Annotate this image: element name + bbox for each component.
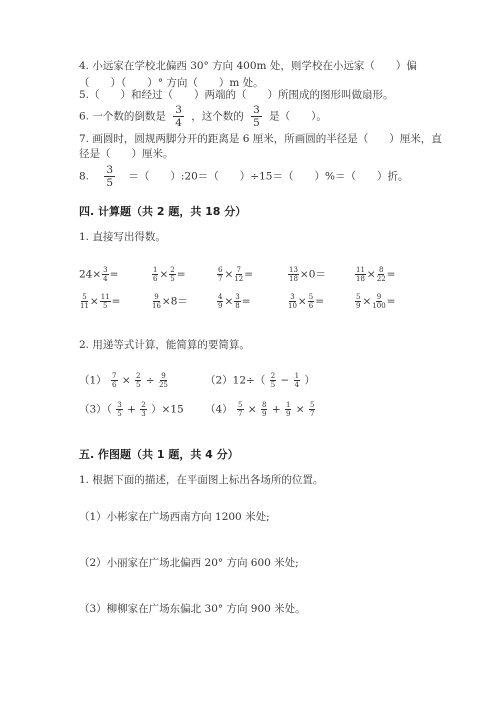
fraction-denominator: 7 <box>218 275 223 283</box>
fraction-9-25 <box>159 372 168 389</box>
close-paren: ） <box>304 374 315 387</box>
expression-3-label: （3）（ <box>79 403 112 416</box>
fraction-denominator: 100 <box>372 302 386 310</box>
question-8 <box>79 164 408 189</box>
question-7-line-2: 径是（ ）厘米。 <box>79 148 174 160</box>
fraction-1-4 <box>294 372 300 389</box>
section-5-heading: 五. 作图题（共 1 题，共 4 分） <box>79 448 239 461</box>
calc-operator: × <box>366 268 376 281</box>
fraction-denominator: 5 <box>170 275 175 283</box>
equals-sign: = <box>111 295 121 308</box>
fraction-numerator: 13 <box>289 266 298 274</box>
question-6-prefix: 6. 一个数的倒数是 <box>79 110 166 123</box>
calc-operator: ×0＝ <box>299 268 326 281</box>
equals-sign: = <box>386 295 396 308</box>
fraction-denominator: 4 <box>175 117 182 129</box>
fraction-denominator: 10 <box>288 302 297 310</box>
fraction-denominator: 18 <box>356 275 365 283</box>
fraction-denominator: 9 <box>356 302 361 310</box>
fraction-numerator: 9 <box>154 293 159 301</box>
expression-3 <box>79 401 184 418</box>
fraction-denominator: 7 <box>309 410 315 418</box>
direct-calc-item <box>79 266 118 283</box>
fraction-denominator: 11 <box>80 302 89 310</box>
fraction-2-3 <box>140 401 146 418</box>
fraction <box>152 293 161 310</box>
fraction-numerator: 6 <box>218 266 223 274</box>
direct-calc-item <box>216 293 251 310</box>
fraction-numerator: 7 <box>236 266 241 274</box>
fraction-denominator: 9 <box>218 302 223 310</box>
fraction-denominator: 6 <box>308 302 314 310</box>
fraction-numerator: 8 <box>262 401 267 409</box>
section-4-heading: 四. 计算题（共 2 题，共 18 分） <box>79 205 247 218</box>
fraction-numerator: 1 <box>153 266 158 274</box>
calc-operator: × <box>224 295 234 308</box>
fraction-numerator: 8 <box>378 266 384 274</box>
question-8-suffix: ＝（ ）:20＝（ ）÷15＝（ ）%＝（ ）折。 <box>128 170 409 183</box>
fraction-numerator: 5 <box>309 401 315 409</box>
fraction-8-9 <box>261 401 267 418</box>
fraction <box>217 293 223 310</box>
calc-operator: × <box>362 295 372 308</box>
direct-calc-item <box>354 266 395 283</box>
minus-operator: − <box>280 374 290 387</box>
times-operator: × <box>121 374 131 387</box>
direct-calc-item <box>151 293 188 310</box>
fraction <box>102 266 108 283</box>
question-7-line-1: 7. 画圆时，圆规两脚分开的距离是 6 厘米，所画圆的半径是（ ）厘米，直 <box>79 133 442 145</box>
fraction-denominator: 5 <box>117 410 122 418</box>
fraction-numerator: 1 <box>294 372 300 380</box>
fraction-numerator: 2 <box>270 372 276 380</box>
expression-4-label: （4） <box>205 403 233 416</box>
fraction-7-6 <box>111 372 117 389</box>
section-5-q1-label: 1. 根据下面的描述，在平面图上标出各场所的位置。 <box>79 474 324 486</box>
expression-1 <box>79 372 169 389</box>
fraction-denominator: 6 <box>153 275 158 283</box>
fraction-1-9 <box>285 401 291 418</box>
fraction-3-4 <box>173 104 184 129</box>
fraction <box>100 293 111 310</box>
fraction-numerator: 11 <box>356 266 365 274</box>
fraction-denominator: 22 <box>376 275 386 283</box>
fraction-numerator: 2 <box>136 372 141 380</box>
fraction-denominator: 7 <box>238 410 243 418</box>
fraction-denominator: 16 <box>152 302 161 310</box>
fraction <box>355 266 366 283</box>
fraction-2-5 <box>135 372 141 389</box>
direct-calc-item <box>216 266 253 283</box>
equals-sign: = <box>244 268 254 281</box>
expression-2-label: （2）12÷（ <box>205 374 266 387</box>
fraction-numerator: 5 <box>238 401 243 409</box>
question-6-suffix: 是（ ）。 <box>269 110 327 123</box>
question-6-mid: ，这个数的 <box>191 110 244 123</box>
equals-sign: = <box>109 268 119 281</box>
divide-operator: ÷ <box>145 374 155 387</box>
calc-operator: ×8＝ <box>161 295 188 308</box>
fraction-denominator: 5 <box>102 302 108 310</box>
fraction-numerator: 1 <box>285 401 291 409</box>
fraction-numerator: 3 <box>103 266 108 274</box>
fraction-numerator: 2 <box>141 401 146 409</box>
expression-4 <box>205 401 316 418</box>
fraction <box>152 266 158 283</box>
fraction-denominator: 9 <box>262 410 267 418</box>
times-operator: × <box>247 403 257 416</box>
expression-1-label: （1） <box>79 374 107 387</box>
fraction-numerator: 5 <box>356 293 361 301</box>
calc-operator: × <box>224 268 234 281</box>
fraction-denominator: 4 <box>103 275 108 283</box>
direct-calc-item <box>151 266 186 283</box>
question-8-prefix: 8. <box>79 170 90 183</box>
fraction <box>355 293 361 310</box>
fraction-denominator: 3 <box>141 410 146 418</box>
drawing-item-3: （3）柳柳家在广场东偏北 30° 方向 900 米处。 <box>79 603 306 615</box>
drawing-item-2: （2）小丽家在广场北偏西 20° 方向 600 米处; <box>79 557 299 569</box>
question-5: 5.（ ）和经过（ ）两端的（ ）所围成的图形叫做扇形。 <box>79 89 394 101</box>
fraction-numerator: 9 <box>376 293 382 301</box>
calc-prefix: 24× <box>79 268 102 281</box>
direct-calc-item <box>287 266 326 283</box>
fraction-3-5 <box>104 164 115 189</box>
fraction-denominator: 25 <box>158 381 168 389</box>
fraction-numerator: 3 <box>235 293 240 301</box>
question-4-line-2: （ ）（ ）° 方向（ ）m 处。 <box>79 77 264 89</box>
fraction <box>308 293 314 310</box>
fraction-numerator: 3 <box>106 164 114 176</box>
calc-operator: × <box>89 295 99 308</box>
fraction <box>80 293 89 310</box>
question-6 <box>79 104 327 129</box>
plus-operator: + <box>271 403 281 416</box>
fraction-denominator: 5 <box>106 177 114 189</box>
direct-calc-item <box>354 293 395 310</box>
fraction-denominator: 8 <box>235 302 240 310</box>
fraction <box>377 266 386 283</box>
fraction-denominator: 5 <box>136 381 141 389</box>
fraction <box>372 293 385 310</box>
fraction-numerator: 9 <box>161 372 166 380</box>
fraction-denominator: 18 <box>289 275 298 283</box>
fraction <box>217 266 223 283</box>
fraction-2-5 <box>270 372 276 389</box>
fraction-5-7 <box>309 401 315 418</box>
calc-operator: × <box>297 295 307 308</box>
fraction-denominator: 4 <box>294 381 300 389</box>
direct-calc-item <box>79 293 120 310</box>
fraction-denominator: 5 <box>253 117 260 129</box>
fraction-numerator: 3 <box>117 401 122 409</box>
fraction-numerator: 5 <box>82 293 87 301</box>
times-operator: × <box>295 403 305 416</box>
equals-sign: = <box>315 295 325 308</box>
expression-3-tail: ）×15 <box>151 403 184 416</box>
section-4-q1-label: 1. 直接写出得数。 <box>79 231 166 243</box>
fraction-numerator: 2 <box>170 266 175 274</box>
fraction-5-7 <box>237 401 243 418</box>
question-4-line-1: 4. 小远家在学校北偏西 30° 方向 400m 处，则学校在小远家（ ）偏 <box>79 60 417 72</box>
fraction <box>234 293 240 310</box>
calc-operator: × <box>159 268 169 281</box>
fraction <box>288 293 297 310</box>
fraction-denominator: 6 <box>112 381 117 389</box>
fraction-numerator: 11 <box>100 293 110 301</box>
equals-sign: = <box>386 268 396 281</box>
fraction-3-5 <box>116 401 122 418</box>
equals-sign: = <box>241 295 251 308</box>
fraction-numerator: 3 <box>253 104 260 116</box>
fraction-numerator: 4 <box>218 293 223 301</box>
fraction-numerator: 5 <box>308 293 314 301</box>
fraction <box>288 266 299 283</box>
fraction-numerator: 3 <box>175 104 182 116</box>
fraction-3-5 <box>251 104 262 129</box>
fraction <box>234 266 243 283</box>
equals-sign: = <box>176 268 186 281</box>
section-4-q2-label: 2. 用递等式计算，能简算的要简算。 <box>79 339 250 351</box>
fraction-denominator: 5 <box>270 381 276 389</box>
fraction-numerator: 7 <box>112 372 117 380</box>
fraction-numerator: 3 <box>290 293 295 301</box>
direct-calc-item <box>287 293 324 310</box>
expression-2 <box>205 372 315 389</box>
fraction-denominator: 9 <box>285 410 291 418</box>
fraction-denominator: 12 <box>234 275 244 283</box>
plus-operator: + <box>127 403 136 416</box>
fraction <box>169 266 175 283</box>
drawing-item-1: （1）小彬家在广场西南方向 1200 米处; <box>79 511 270 523</box>
